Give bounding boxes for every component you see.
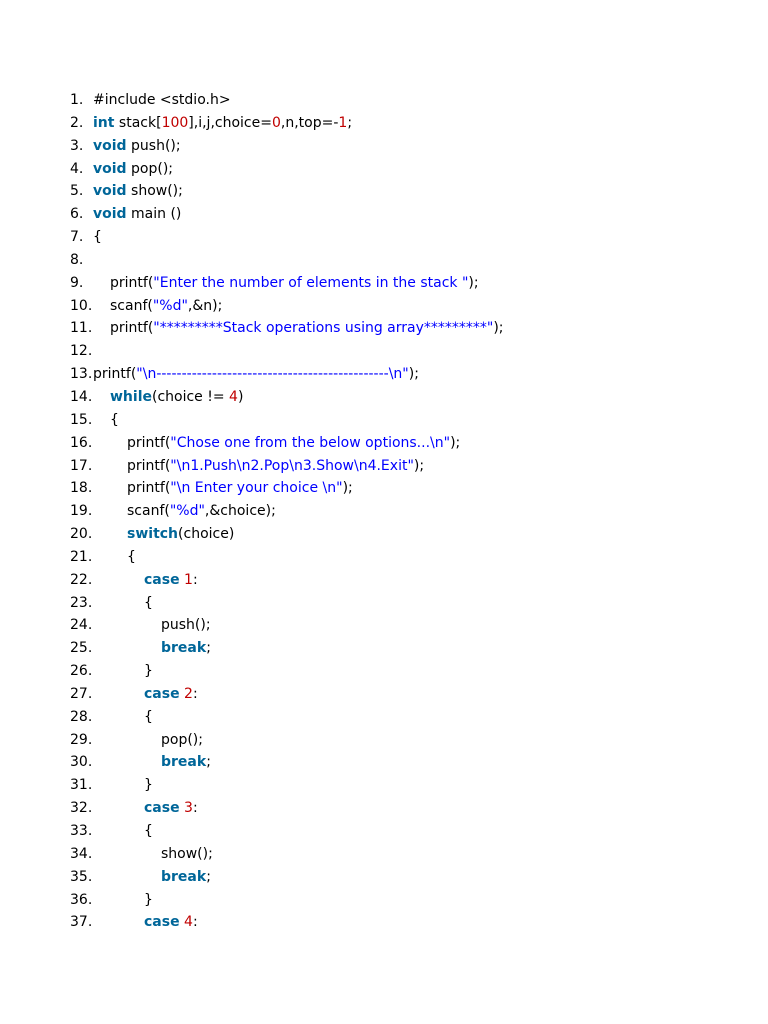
line-code — [93, 363, 419, 386]
code-line — [0, 272, 768, 295]
plain-token: stack[ — [114, 114, 162, 131]
line-number: 6. — [70, 206, 84, 223]
line-number: 18. — [70, 480, 93, 497]
line-number: 7. — [70, 229, 84, 246]
keyword-token: void — [93, 206, 127, 223]
string-token: "*********Stack operations using array*********" — [153, 320, 494, 337]
code-line — [0, 203, 768, 226]
code-line — [0, 889, 768, 912]
plain-token: { — [110, 411, 119, 428]
line-number: 23. — [70, 594, 93, 611]
code-line — [0, 135, 768, 158]
code-line — [0, 226, 768, 249]
code-line — [0, 295, 768, 318]
string-token: "Enter the number of elements in the stack " — [153, 274, 469, 291]
line-code — [127, 523, 234, 546]
string-token: "Chose one from the below options...\n" — [170, 434, 451, 451]
line-number: 22. — [70, 571, 93, 588]
number-token: 1 — [338, 114, 348, 131]
plain-token: ,&n); — [187, 297, 223, 314]
line-code — [161, 866, 211, 889]
line-number: 34. — [70, 845, 93, 862]
line-code — [110, 295, 222, 318]
line-number: 16. — [70, 434, 93, 451]
keyword-token: void — [93, 160, 127, 177]
code-line — [0, 340, 768, 363]
plain-token: ,n,top=- — [280, 114, 339, 131]
code-line — [0, 249, 768, 272]
number-token: 4 — [229, 388, 238, 405]
line-number: 29. — [70, 731, 93, 748]
line-number: 2. — [70, 114, 84, 131]
line-number: 1. — [70, 92, 84, 108]
line-code — [161, 751, 211, 774]
code-line — [0, 112, 768, 135]
code-line — [0, 500, 768, 523]
line-code — [127, 546, 136, 569]
line-number: 33. — [70, 823, 93, 839]
keyword-token: case — [144, 685, 180, 702]
plain-token: printf( — [110, 274, 154, 291]
plain-token: ); — [413, 457, 425, 474]
code-line — [0, 523, 768, 546]
code-line — [0, 843, 768, 866]
plain-token: ); — [408, 366, 419, 383]
line-number: 32. — [70, 800, 93, 817]
keyword-token: while — [110, 388, 152, 405]
line-number: 20. — [70, 526, 93, 543]
line-code — [127, 500, 276, 523]
code-line — [0, 797, 768, 820]
code-line — [0, 546, 768, 569]
keyword-token: case — [144, 571, 180, 588]
number-token: 2 — [184, 685, 193, 702]
code-listing — [0, 89, 768, 934]
plain-token: { — [144, 823, 153, 839]
keyword-token: break — [161, 868, 207, 885]
line-code — [144, 797, 198, 820]
string-token: "%d" — [152, 297, 188, 314]
line-number: 12. — [70, 343, 93, 360]
line-number: 9. — [70, 274, 84, 291]
plain-token: scanf( — [110, 297, 153, 314]
line-code — [110, 409, 119, 432]
line-number: 11. — [70, 320, 93, 337]
keyword-token: break — [161, 640, 207, 657]
plain-token: ,&choice); — [204, 503, 276, 520]
line-number: 13. — [70, 366, 93, 383]
line-code — [110, 317, 504, 340]
plain-token: scanf( — [127, 503, 170, 520]
code-line — [0, 158, 768, 181]
code-line — [0, 683, 768, 706]
code-line — [0, 180, 768, 203]
keyword-token: switch — [127, 526, 179, 543]
code-line — [0, 774, 768, 797]
line-code — [144, 660, 153, 683]
code-line — [0, 706, 768, 729]
line-code — [110, 386, 243, 409]
line-code — [93, 226, 102, 249]
code-line — [0, 637, 768, 660]
code-line — [0, 729, 768, 752]
string-token: "%d" — [169, 503, 205, 520]
code-line — [0, 317, 768, 340]
code-line — [0, 751, 768, 774]
plain-token: show(); — [126, 183, 183, 200]
plain-token: { — [93, 229, 102, 246]
line-code — [144, 706, 153, 729]
code-line — [0, 363, 768, 386]
code-line — [0, 455, 768, 478]
line-number: 28. — [70, 708, 93, 725]
plain-token: push(); — [161, 617, 211, 634]
line-code — [161, 843, 213, 866]
code-line — [0, 614, 768, 637]
keyword-token: void — [93, 137, 127, 154]
plain-token: ); — [493, 320, 504, 337]
plain-token: { — [144, 708, 153, 725]
plain-token: { — [144, 594, 153, 611]
string-token: "\n----------------------------------------------\n" — [136, 366, 409, 383]
keyword-token: void — [93, 183, 127, 200]
code-line — [0, 911, 768, 934]
line-number: 8. — [70, 251, 84, 268]
line-code — [127, 477, 353, 500]
line-number: 36. — [70, 891, 93, 908]
line-code — [93, 112, 352, 135]
line-code — [144, 683, 198, 706]
number-token: 0 — [271, 114, 281, 131]
plain-token: { — [127, 548, 136, 565]
keyword-token: case — [144, 914, 180, 931]
plain-token: ); — [468, 274, 479, 291]
line-code — [161, 637, 211, 660]
plain-token: : — [192, 571, 198, 588]
code-line — [0, 409, 768, 432]
plain-token: ; — [206, 868, 211, 885]
line-number: 17. — [70, 457, 93, 474]
line-code — [144, 592, 153, 615]
plain-token: : — [192, 914, 198, 931]
plain-token: ) — [237, 388, 244, 405]
line-number: 25. — [70, 640, 93, 657]
line-number: 14. — [70, 388, 93, 405]
string-token: "\n1.Push\n2.Pop\n3.Show\n4.Exit" — [170, 457, 414, 474]
plain-token: printf( — [127, 457, 171, 474]
line-code — [144, 774, 153, 797]
plain-token: printf( — [110, 320, 154, 337]
code-line — [0, 866, 768, 889]
line-number: 10. — [70, 297, 93, 314]
plain-token: : — [192, 685, 198, 702]
line-code — [161, 614, 211, 637]
line-code — [144, 569, 198, 592]
code-line — [0, 477, 768, 500]
line-code — [93, 203, 181, 226]
number-token: 4 — [184, 914, 193, 931]
line-code — [93, 180, 183, 203]
line-number: 15. — [70, 411, 93, 428]
plain-token: } — [144, 777, 153, 794]
plain-token: ; — [347, 114, 353, 131]
plain-token: main () — [126, 206, 182, 223]
line-number: 27. — [70, 685, 93, 702]
line-number: 3. — [70, 137, 84, 154]
plain-token: ); — [450, 434, 461, 451]
line-number: 24. — [70, 617, 93, 634]
line-number: 26. — [70, 663, 93, 680]
line-number: 19. — [70, 503, 93, 520]
line-number: 21. — [70, 548, 93, 565]
line-code — [127, 455, 424, 478]
plain-token: } — [144, 663, 153, 680]
line-code — [144, 889, 153, 912]
line-number: 30. — [70, 754, 93, 771]
plain-token: printf( — [127, 434, 171, 451]
plain-token: : — [192, 800, 198, 817]
code-line — [0, 432, 768, 455]
plain-token: pop(); — [126, 160, 174, 177]
code-line — [0, 386, 768, 409]
code-line — [0, 820, 768, 843]
plain-token: printf( — [93, 366, 137, 383]
line-number: 37. — [70, 914, 93, 931]
line-number: 35. — [70, 868, 93, 885]
line-code — [144, 820, 153, 843]
line-code — [161, 729, 203, 752]
plain-token: printf( — [127, 480, 171, 497]
plain-token: (choice != — [152, 388, 230, 405]
code-line — [0, 660, 768, 683]
plain-token: #include <stdio.h> — [93, 92, 231, 108]
line-code — [93, 135, 181, 158]
string-token: "\n Enter your choice \n" — [170, 480, 343, 497]
plain-token: ],i,j,choice= — [188, 114, 272, 131]
line-code — [127, 432, 460, 455]
plain-token: pop(); — [161, 731, 203, 748]
plain-token: (choice) — [178, 526, 235, 543]
number-token: 1 — [184, 571, 193, 588]
plain-token: ); — [342, 480, 353, 497]
code-line — [0, 592, 768, 615]
code-line — [0, 89, 768, 112]
keyword-token: int — [93, 114, 115, 131]
line-number: 5. — [70, 183, 84, 200]
keyword-token: break — [161, 754, 207, 771]
plain-token: ; — [206, 640, 211, 657]
line-number: 4. — [70, 160, 84, 177]
line-code — [93, 158, 173, 181]
code-line — [0, 569, 768, 592]
line-number: 31. — [70, 777, 93, 794]
plain-token: ; — [206, 754, 211, 771]
plain-token: } — [144, 891, 153, 908]
plain-token: push(); — [126, 137, 181, 154]
line-code — [110, 272, 479, 295]
number-token: 3 — [184, 800, 193, 817]
plain-token: show(); — [161, 845, 213, 862]
keyword-token: case — [144, 800, 180, 817]
line-code — [93, 89, 231, 112]
number-token: 100 — [161, 114, 189, 131]
line-code — [144, 911, 198, 934]
